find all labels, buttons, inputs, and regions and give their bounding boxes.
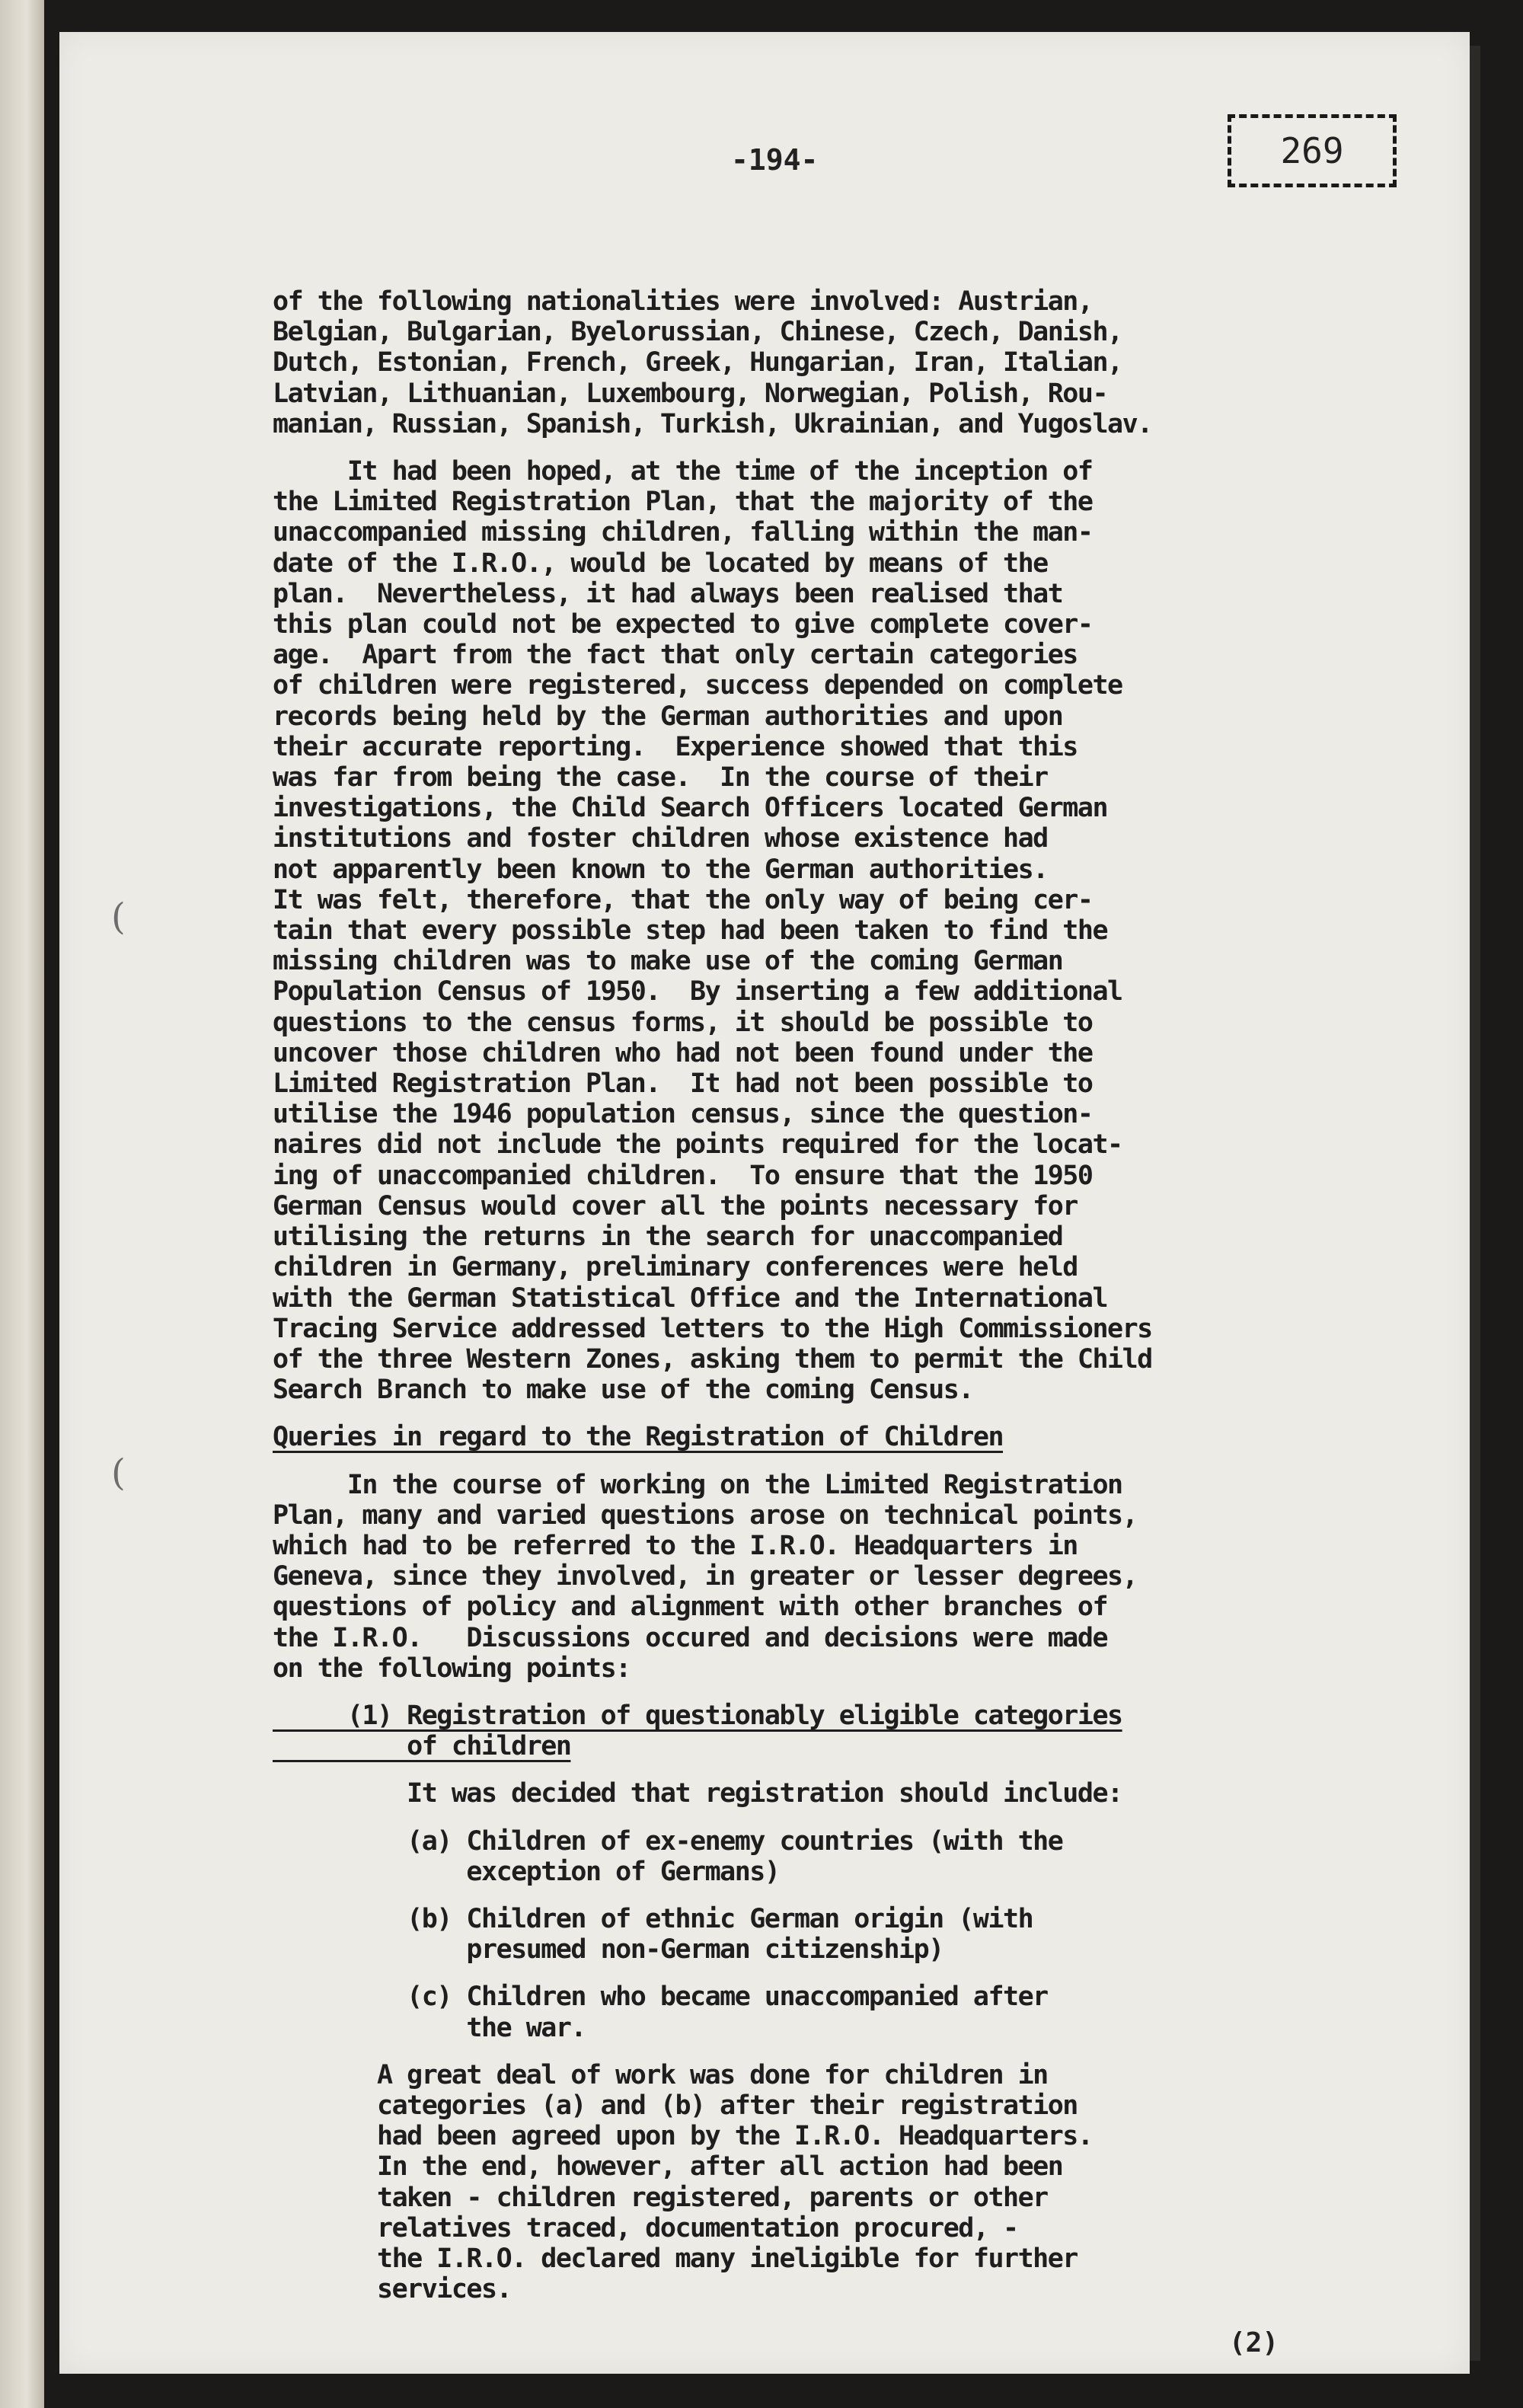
text-line: missing children was to make use of the coming German bbox=[273, 946, 1063, 977]
text-line: plan. Nevertheless, it had always been realised that bbox=[273, 578, 1063, 609]
subitem-a-line: (a) Children of ex-enemy countries (with the bbox=[273, 1825, 1063, 1857]
archive-stamp bbox=[1228, 114, 1397, 187]
subitem-a-line: exception of Germans) bbox=[273, 1856, 780, 1887]
text-line: their accurate reporting. Experience showed that this bbox=[273, 731, 1078, 762]
text-line: of children were registered, success depended on complete bbox=[273, 670, 1122, 701]
text-line: Latvian, Lithuanian, Luxembourg, Norwegian, Polish, Rou- bbox=[273, 378, 1108, 409]
text-line: children in Germany, preliminary conferences were held bbox=[273, 1252, 1078, 1283]
text-line: It was felt, therefore, that the only way of being cer- bbox=[273, 884, 1093, 915]
section-heading: Queries in regard to the Registration of Children bbox=[273, 1422, 1004, 1453]
text-line: had been agreed upon by the I.R.O. Headquarters. bbox=[273, 2121, 1093, 2152]
previous-page-edge bbox=[0, 0, 44, 2408]
text-line: utilising the returns in the search for unaccompanied bbox=[273, 1222, 1063, 1253]
page-edge-shadow bbox=[1470, 46, 1480, 2361]
text-line: which had to be referred to the I.R.O. Headquarters in bbox=[273, 1530, 1078, 1561]
text-line: manian, Russian, Spanish, Turkish, Ukrainian, and Yugoslav. bbox=[273, 408, 1152, 439]
text-line: It had been hoped, at the time of the inception of bbox=[273, 456, 1093, 487]
item-intro: It was decided that registration should include: bbox=[273, 1778, 1122, 1809]
text-line: Geneva, since they involved, in greater or lesser degrees, bbox=[273, 1561, 1138, 1592]
text-line: not apparently been known to the German authorities. bbox=[273, 854, 1048, 885]
text-line: categories (a) and (b) after their registration bbox=[273, 2090, 1078, 2121]
text-line: investigations, the Child Search Officers located German bbox=[273, 793, 1108, 824]
subitem-b-line: presumed non-German citizenship) bbox=[273, 1934, 943, 1966]
text-line: taken - children registered, parents or other bbox=[273, 2182, 1048, 2213]
text-line: tain that every possible step had been taken to find the bbox=[273, 915, 1108, 947]
text-line: institutions and foster children whose existence had bbox=[273, 823, 1048, 854]
text-line: relatives traced, documentation procured, - bbox=[273, 2212, 1018, 2244]
text-line: A great deal of work was done for children in bbox=[273, 2059, 1048, 2090]
text-line: utilise the 1946 population census, since the question- bbox=[273, 1099, 1093, 1130]
text-line: Tracing Service addressed letters to the High Commissioners bbox=[273, 1313, 1152, 1344]
margin-mark: ( bbox=[111, 1452, 126, 1494]
text-line: questions of policy and alignment with other branches of bbox=[273, 1592, 1108, 1623]
text-line: this plan could not be expected to give complete cover- bbox=[273, 609, 1093, 640]
paragraph-queries bbox=[273, 1470, 1400, 1684]
text-line: the I.R.O. Discussions occured and decisions were made bbox=[273, 1622, 1108, 1653]
paragraph-nationalities bbox=[273, 286, 1400, 439]
text-line: records being held by the German authorities and upon bbox=[273, 701, 1063, 732]
text-line: In the end, however, after all action had been bbox=[273, 2151, 1063, 2183]
text-line: services. bbox=[273, 2274, 512, 2305]
margin-mark: ( bbox=[111, 896, 126, 938]
text-line: ing of unaccompanied children. To ensure that the 1950 bbox=[273, 1160, 1093, 1191]
subitem-c-line: the war. bbox=[273, 2012, 586, 2043]
text-line: uncover those children who had not been found under the bbox=[273, 1037, 1093, 1068]
text-line: German Census would cover all the points necessary for bbox=[273, 1190, 1078, 1222]
text-line: questions to the census forms, it should be possible to bbox=[273, 1007, 1093, 1038]
item-title-line: (1) Registration of questionably eligible categories bbox=[273, 1700, 1122, 1731]
text-line: of the following nationalities were involved: Austrian, bbox=[273, 286, 1093, 317]
text-line: Search Branch to make use of the coming Census. bbox=[273, 1375, 973, 1406]
paragraph-census bbox=[273, 456, 1400, 1405]
numbered-item-1 bbox=[273, 1701, 1400, 2043]
text-line: naires did not include the points required for the locat- bbox=[273, 1129, 1122, 1161]
text-line: Dutch, Estonian, French, Greek, Hungarian, Iran, Italian, bbox=[273, 347, 1122, 378]
text-line: on the following points: bbox=[273, 1653, 631, 1684]
subitem-c-line: (c) Children who became unaccompanied after bbox=[273, 1982, 1048, 2013]
typed-text-body bbox=[273, 286, 1400, 2304]
text-line: age. Apart from the fact that only certain categories bbox=[273, 640, 1078, 671]
text-line: In the course of working on the Limited Registration bbox=[273, 1469, 1122, 1500]
item-title-line: of children bbox=[273, 1731, 571, 1762]
text-line: Population Census of 1950. By inserting a few additional bbox=[273, 976, 1122, 1008]
stamp-number: 269 bbox=[1280, 130, 1344, 171]
text-line: Limited Registration Plan. It had not been possible to bbox=[273, 1068, 1093, 1100]
page-number: -194- bbox=[731, 143, 819, 177]
text-line: Belgian, Bulgarian, Byelorussian, Chinese, Czech, Danish, bbox=[273, 317, 1122, 348]
text-line: date of the I.R.O., would be located by means of the bbox=[273, 548, 1048, 579]
text-line: the I.R.O. declared many ineligible for further bbox=[273, 2243, 1078, 2274]
text-line: the Limited Registration Plan, that the majority of the bbox=[273, 487, 1093, 518]
text-line: of the three Western Zones, asking them to permit the Child bbox=[273, 1343, 1152, 1375]
subitem-b-line: (b) Children of ethnic German origin (with bbox=[273, 1903, 1033, 1934]
paragraph-ineligible bbox=[273, 2060, 1400, 2305]
text-line: with the German Statistical Office and the International bbox=[273, 1282, 1108, 1314]
continuation-marker: (2) bbox=[1229, 2327, 1279, 2358]
text-line: was far from being the case. In the course of their bbox=[273, 762, 1048, 794]
text-line: Plan, many and varied questions arose on technical points, bbox=[273, 1499, 1138, 1531]
text-line: unaccompanied missing children, falling within the man- bbox=[273, 517, 1093, 548]
